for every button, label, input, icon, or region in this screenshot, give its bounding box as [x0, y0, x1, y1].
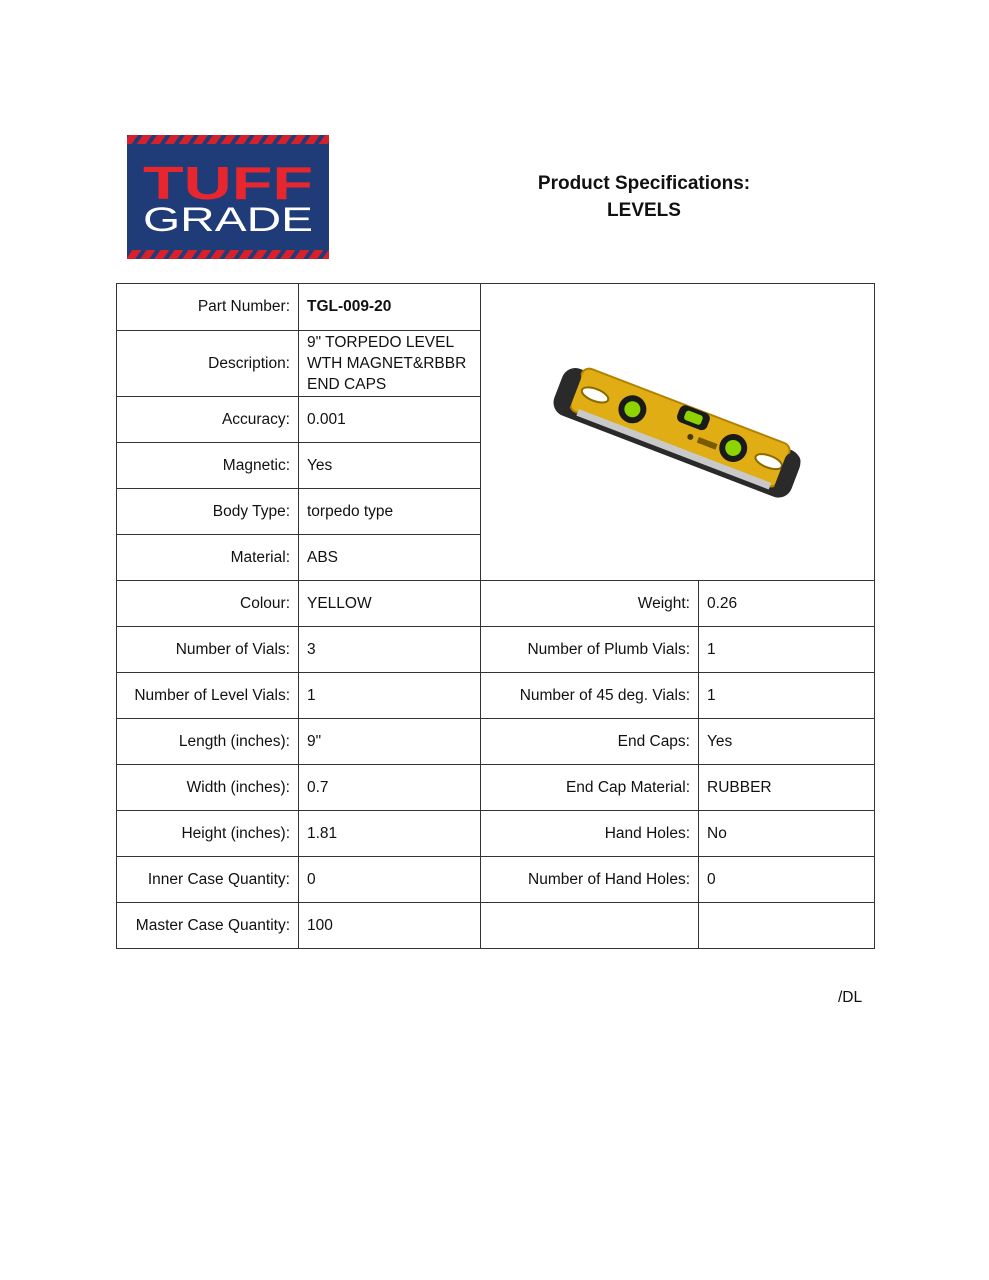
spec-label: End Caps:	[481, 719, 699, 765]
spec-value: 0	[299, 857, 481, 903]
spec-table	[116, 283, 875, 949]
table-row	[117, 765, 875, 811]
spec-label: Number of Plumb Vials:	[481, 627, 699, 673]
spec-value: 1.81	[299, 811, 481, 857]
spec-value: 9" TORPEDO LEVEL WTH MAGNET&RBBR END CAPS	[299, 331, 481, 397]
title-line2: LEVELS	[607, 200, 681, 221]
spec-value: RUBBER	[699, 765, 875, 811]
spec-label: Master Case Quantity:	[117, 903, 299, 949]
table-row	[117, 903, 875, 949]
logo-line2: GRADE	[143, 201, 313, 239]
footer-initials: /DL	[838, 989, 863, 1006]
spec-label: Length (inches):	[117, 719, 299, 765]
table-row	[117, 719, 875, 765]
spec-label: Colour:	[117, 581, 299, 627]
spec-value: ABS	[299, 535, 481, 581]
spec-label: Width (inches):	[117, 765, 299, 811]
spec-label: Number of Hand Holes:	[481, 857, 699, 903]
page-title	[500, 170, 788, 224]
spec-label: Magnetic:	[117, 443, 299, 489]
spec-label: Hand Holes:	[481, 811, 699, 857]
spec-value: Yes	[699, 719, 875, 765]
spec-value: Yes	[299, 443, 481, 489]
tuff-grade-logo	[127, 135, 329, 259]
spec-label: Description:	[117, 331, 299, 397]
spec-label: Part Number:	[117, 284, 299, 331]
spec-label: Inner Case Quantity:	[117, 857, 299, 903]
spec-value: No	[699, 811, 875, 857]
logo-line1: TUFF	[143, 157, 313, 209]
torpedo-level-image	[548, 350, 808, 510]
spec-label: Number of Vials:	[117, 627, 299, 673]
product-image-cell	[481, 284, 875, 581]
spec-label: Weight:	[481, 581, 699, 627]
spec-value: 0.26	[699, 581, 875, 627]
spec-value: TGL-009-20	[299, 284, 481, 331]
table-row	[117, 673, 875, 719]
table-row	[117, 284, 875, 331]
spec-value: 3	[299, 627, 481, 673]
title-line1: Product Specifications:	[537, 173, 751, 194]
spec-value: 0.001	[299, 397, 481, 443]
table-row	[117, 581, 875, 627]
spec-value: 0.7	[299, 765, 481, 811]
table-row	[117, 627, 875, 673]
spec-label: Number of Level Vials:	[117, 673, 299, 719]
spec-value: torpedo type	[299, 489, 481, 535]
spec-label: Height (inches):	[117, 811, 299, 857]
spec-label	[481, 903, 699, 949]
spec-value: 1	[699, 627, 875, 673]
spec-value: 0	[699, 857, 875, 903]
spec-value	[699, 903, 875, 949]
spec-label: Body Type:	[117, 489, 299, 535]
spec-value: YELLOW	[299, 581, 481, 627]
spec-label: Number of 45 deg. Vials:	[481, 673, 699, 719]
table-row	[117, 857, 875, 903]
spec-value: 9"	[299, 719, 481, 765]
spec-value: 1	[299, 673, 481, 719]
table-row	[117, 811, 875, 857]
spec-value: 100	[299, 903, 481, 949]
spec-value: 1	[699, 673, 875, 719]
spec-label: Accuracy:	[117, 397, 299, 443]
spec-label: Material:	[117, 535, 299, 581]
spec-label: End Cap Material:	[481, 765, 699, 811]
